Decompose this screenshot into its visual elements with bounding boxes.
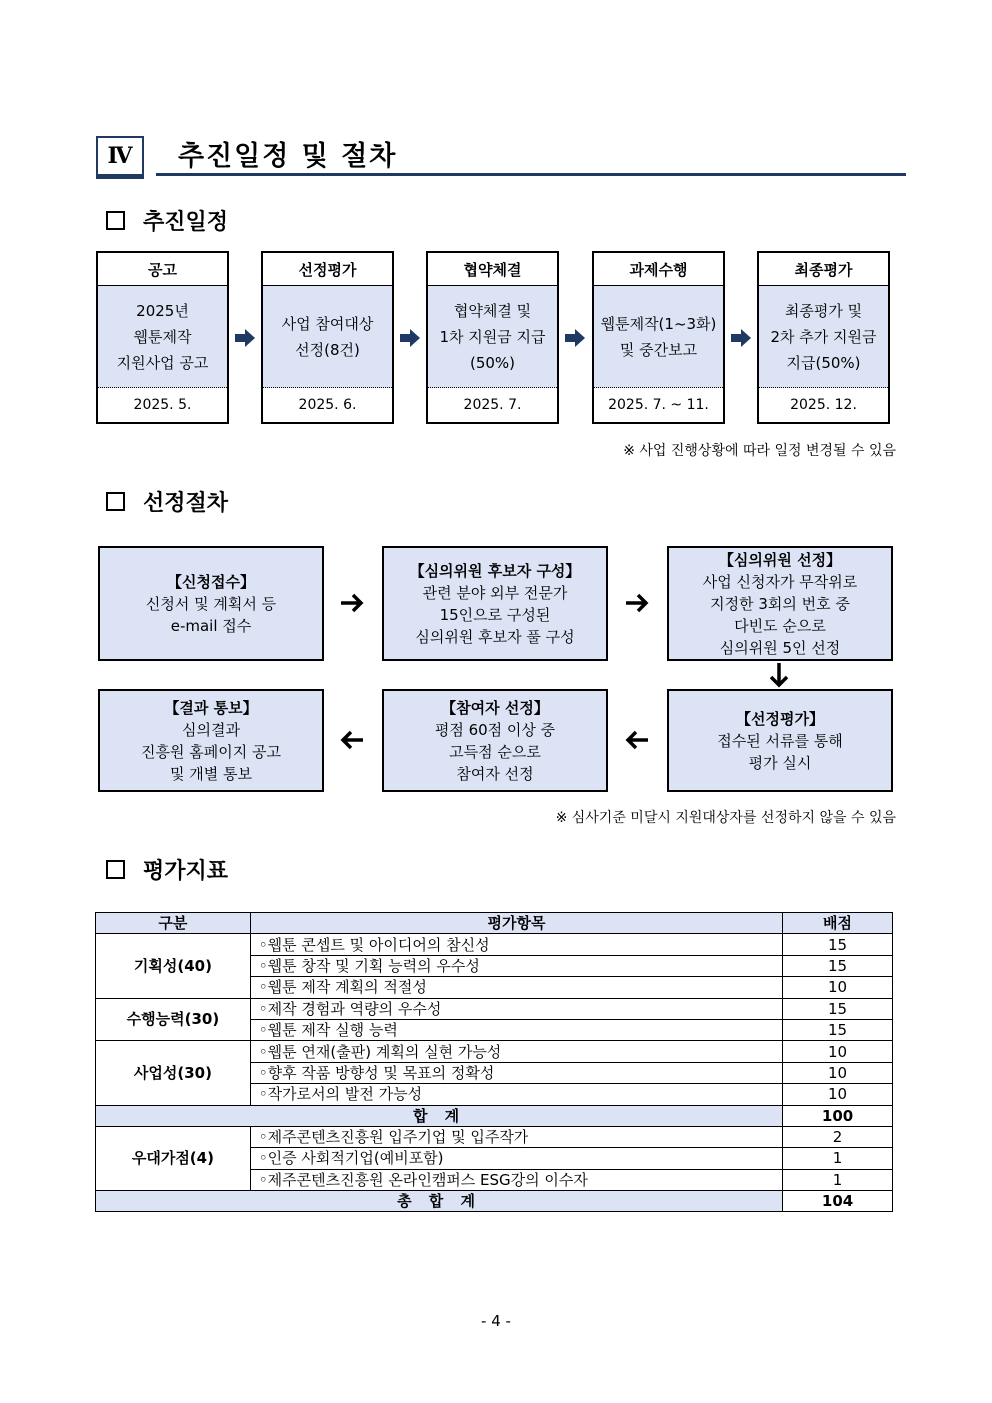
arrow-right-icon [622, 588, 652, 618]
procedure-step-line: 평점 60점 이상 중 [434, 720, 556, 739]
checkbox-square-icon [106, 492, 125, 511]
category-cell: 수행능력(30) [96, 998, 251, 1041]
arrow-right-icon [337, 588, 367, 618]
schedule-step [96, 251, 229, 424]
schedule-step-date: 2025. 7. ~ 11. [608, 397, 709, 413]
schedule-heading-text: 추진일정 [143, 209, 229, 235]
table-row [96, 934, 893, 955]
procedure-step-title: 【결과 통보】 [164, 698, 258, 717]
checkbox-square-icon [106, 211, 125, 230]
category-cell: 사업성(30) [96, 1041, 251, 1105]
item-cell: ◦인증 사회적기업(예비포함) [250, 1148, 782, 1169]
procedure-step [382, 546, 608, 661]
schedule-step [426, 251, 559, 424]
procedure-step-line: 사업 신청자가 무작위로 [702, 572, 858, 591]
table-header-cell: 평가항목 [250, 913, 782, 934]
section-numeral: Ⅳ [96, 136, 144, 176]
table-header-row [96, 913, 893, 934]
category-cell: 우대가점(4) [96, 1126, 251, 1190]
procedure-step [98, 689, 324, 792]
section-numeral-underline [96, 176, 144, 179]
table-header-cell: 구분 [96, 913, 251, 934]
schedule-step-title: 과제수행 [594, 253, 723, 286]
arrow-left-icon [622, 725, 652, 755]
score-cell: 10 [783, 977, 893, 998]
arrow-right-icon [234, 328, 256, 348]
procedure-step [667, 689, 893, 792]
schedule-note: ※ 사업 진행상황에 따라 일정 변경될 수 있음 [623, 443, 896, 459]
procedure-step-line: 지정한 3회의 번호 중 [710, 594, 850, 613]
item-cell: ◦작가로서의 발전 가능성 [250, 1084, 782, 1105]
total-row [96, 1191, 893, 1212]
total-label: 총 합 계 [96, 1191, 783, 1212]
schedule-step-date: 2025. 5. [133, 397, 192, 413]
score-cell: 15 [783, 998, 893, 1019]
schedule-step-date: 2025. 12. [790, 397, 857, 413]
procedure-step-title: 【신청접수】 [167, 572, 255, 591]
procedure-step-line: 참여자 선정 [456, 764, 534, 783]
schedule-step-body: 최종평가 및 2차 추가 지원금 지급(50%) [759, 286, 888, 388]
schedule-step-body: 사업 참여대상 선정(8건) [263, 286, 392, 388]
arrow-down-icon [764, 660, 794, 690]
evaluation-heading [106, 854, 228, 885]
procedure-step-line: 평가 실시 [748, 753, 812, 772]
item-cell: ◦웹툰 연재(출판) 계획의 실현 가능성 [250, 1041, 782, 1062]
procedure-step-line: 15인으로 구성된 [439, 605, 551, 624]
schedule-step-date: 2025. 6. [298, 397, 357, 413]
table-header-cell: 배점 [783, 913, 893, 934]
procedure-step [382, 689, 608, 792]
procedure-step-line: 및 개별 통보 [170, 764, 252, 783]
score-cell: 15 [783, 955, 893, 976]
schedule-step-body: 협약체결 및 1차 지원금 지급 (50%) [428, 286, 557, 388]
category-cell: 기획성(40) [96, 934, 251, 998]
procedure-step-line: 접수된 서류를 통해 [717, 731, 843, 750]
schedule-heading [106, 205, 228, 236]
schedule-step-date: 2025. 7. [463, 397, 522, 413]
total-value: 104 [783, 1191, 893, 1212]
item-cell: ◦웹툰 제작 실행 능력 [250, 1019, 782, 1040]
procedure-note: ※ 심사기준 미달시 지원대상자를 선정하지 않을 수 있음 [555, 810, 896, 826]
procedure-step-line: 고득점 순으로 [449, 742, 541, 761]
procedure-step-title: 【심의위원 선정】 [718, 550, 842, 569]
item-cell: ◦향후 작품 방향성 및 목표의 정확성 [250, 1062, 782, 1083]
checkbox-square-icon [106, 860, 125, 879]
score-cell: 10 [783, 1084, 893, 1105]
score-cell: 1 [783, 1148, 893, 1169]
procedure-step-line: e-mail 접수 [170, 616, 252, 635]
procedure-step-title: 【선정평가】 [736, 709, 824, 728]
section-title: 추진일정 및 절차 [178, 141, 398, 172]
procedure-heading [106, 486, 228, 517]
page-number: - 4 - [481, 1312, 511, 1330]
evaluation-heading-text: 평가지표 [143, 858, 229, 884]
schedule-step-title: 협약체결 [428, 253, 557, 286]
schedule-step-title: 선정평가 [263, 253, 392, 286]
schedule-step-title: 최종평가 [759, 253, 888, 286]
evaluation-table [95, 912, 893, 1212]
arrow-right-icon [399, 328, 421, 348]
procedure-step-line: 심의결과 [182, 720, 240, 739]
procedure-step-line: 심의위원 후보자 풀 구성 [415, 627, 575, 646]
subtotal-value: 100 [783, 1105, 893, 1126]
item-cell: ◦제작 경험과 역량의 우수성 [250, 998, 782, 1019]
score-cell: 10 [783, 1041, 893, 1062]
subtotal-row [96, 1105, 893, 1126]
procedure-step-line: 진흥원 홈페이지 공고 [141, 742, 281, 761]
item-cell: ◦제주콘텐츠진흥원 온라인캠퍼스 ESG강의 이수자 [250, 1169, 782, 1190]
procedure-step-line: 다빈도 순으로 [734, 616, 826, 635]
schedule-step-body: 웹툰제작(1~3화) 및 중간보고 [594, 286, 723, 388]
item-cell: ◦제주콘텐츠진흥원 입주기업 및 입주작가 [250, 1126, 782, 1147]
procedure-step-title: 【심의위원 후보자 구성】 [409, 561, 581, 580]
table-row [96, 998, 893, 1019]
table-row [96, 1041, 893, 1062]
procedure-step [98, 546, 324, 661]
score-cell: 1 [783, 1169, 893, 1190]
item-cell: ◦웹툰 창작 및 기획 능력의 우수성 [250, 955, 782, 976]
arrow-right-icon [730, 328, 752, 348]
item-cell: ◦웹툰 콘셉트 및 아이디어의 참신성 [250, 934, 782, 955]
schedule-step-body: 2025년 웹툰제작 지원사업 공고 [98, 286, 227, 388]
schedule-step-title: 공고 [98, 253, 227, 286]
table-row [96, 1126, 893, 1147]
procedure-step-title: 【참여자 선정】 [441, 698, 549, 717]
item-cell: ◦웹툰 제작 계획의 적절성 [250, 977, 782, 998]
schedule-step [592, 251, 725, 424]
procedure-step-line: 심의위원 5인 선정 [719, 638, 841, 657]
schedule-step [757, 251, 890, 424]
subtotal-label: 합 계 [96, 1105, 783, 1126]
procedure-step-line: 관련 분야 외부 전문가 [422, 583, 568, 602]
arrow-left-icon [337, 725, 367, 755]
schedule-step [261, 251, 394, 424]
score-cell: 10 [783, 1062, 893, 1083]
arrow-right-icon [564, 328, 586, 348]
score-cell: 2 [783, 1126, 893, 1147]
score-cell: 15 [783, 934, 893, 955]
procedure-step [667, 546, 893, 661]
section-title-rule [156, 173, 906, 176]
procedure-heading-text: 선정절차 [143, 490, 229, 516]
procedure-step-line: 신청서 및 계획서 등 [145, 594, 277, 613]
score-cell: 15 [783, 1019, 893, 1040]
